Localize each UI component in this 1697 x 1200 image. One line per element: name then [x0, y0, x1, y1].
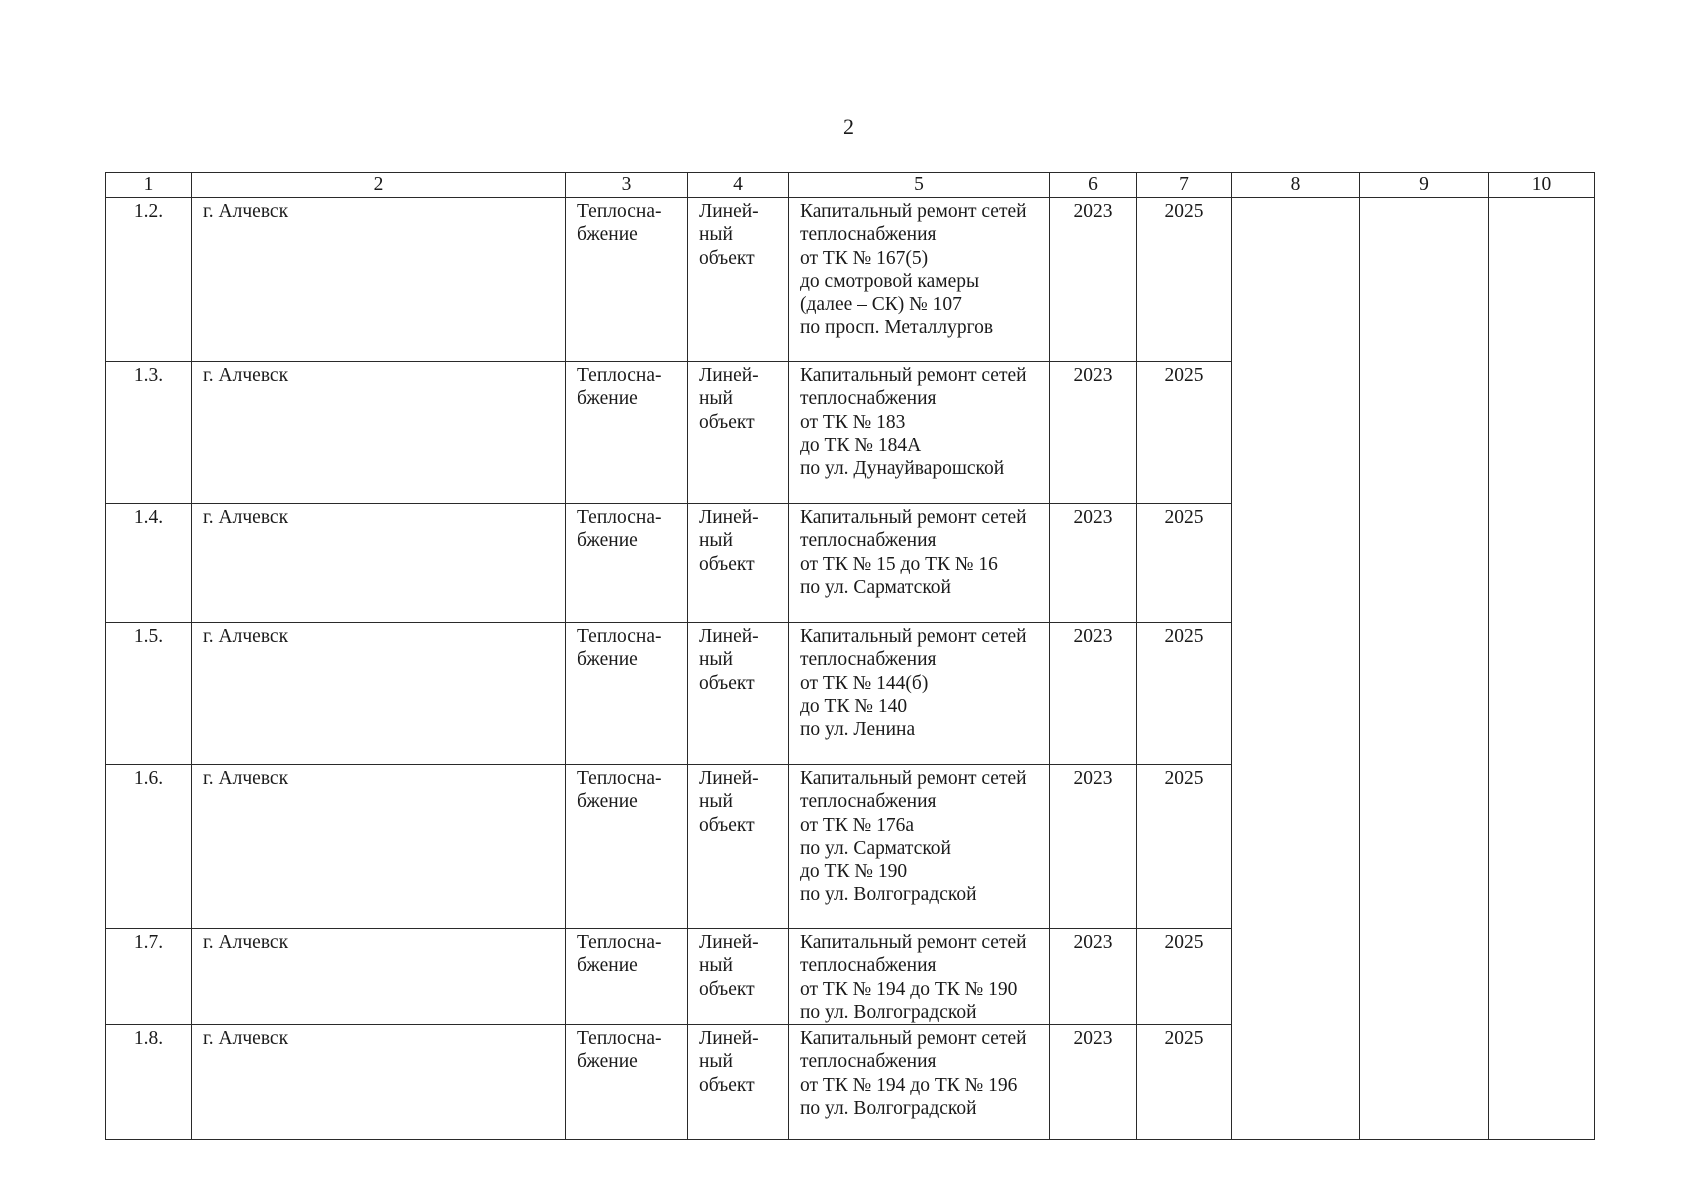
sector-line: Теплосна- [577, 201, 662, 222]
description-line: Капитальный ремонт сетей [800, 626, 1027, 647]
start-year-cell: 2023 [1050, 504, 1137, 623]
column-number-row [106, 173, 1595, 198]
column-header: 6 [1050, 173, 1137, 198]
city-cell: г. Алчевск [192, 504, 566, 623]
column-header: 9 [1360, 173, 1489, 198]
description-line: по ул. Ленина [800, 719, 916, 741]
row-number: 1.7. [106, 929, 192, 1025]
object-type-line: объект [699, 672, 755, 694]
object-type-line: объект [699, 247, 755, 269]
description-line: от ТК № 183 [800, 411, 906, 433]
description-line: Капитальный ремонт сетей [800, 201, 1027, 222]
description-cell [789, 198, 1050, 362]
sector-line: бжение [577, 1051, 638, 1073]
row-number: 1.3. [106, 362, 192, 504]
column-header: 1 [106, 173, 192, 198]
city-cell: г. Алчевск [192, 362, 566, 504]
city-cell: г. Алчевск [192, 929, 566, 1025]
description-cell [789, 362, 1050, 504]
object-type-cell [688, 1025, 789, 1140]
description-line: теплоснабжения [800, 955, 937, 977]
description-cell [789, 623, 1050, 765]
end-year-cell: 2025 [1137, 504, 1232, 623]
description-line: от ТК № 167(5) [800, 247, 929, 269]
description-cell [789, 929, 1050, 1025]
column-header: 2 [192, 173, 566, 198]
sector-line: бжение [577, 649, 638, 671]
description-line: по ул. Сарматской [800, 837, 951, 859]
row-number: 1.8. [106, 1025, 192, 1140]
sector-cell [566, 362, 688, 504]
description-line: по ул. Волгоградской [800, 884, 977, 906]
description-line: теплоснабжения [800, 530, 937, 552]
description-line: до ТК № 190 [800, 861, 908, 883]
description-line: (далее – СК) № 107 [800, 294, 962, 316]
object-type-line: Линей- [699, 507, 759, 528]
object-type-line: ный [699, 530, 733, 552]
sector-line: Теплосна- [577, 768, 662, 789]
sector-cell [566, 765, 688, 929]
object-type-cell [688, 623, 789, 765]
city-cell: г. Алчевск [192, 198, 566, 362]
description-line: Капитальный ремонт сетей [800, 1028, 1027, 1050]
sector-cell [566, 1025, 688, 1140]
object-type-line: ный [699, 649, 733, 671]
object-type-line: Линей- [699, 932, 759, 953]
column-9-cell [1360, 198, 1489, 1140]
object-type-cell [688, 504, 789, 623]
end-year-cell: 2025 [1137, 623, 1232, 765]
object-type-line: объект [699, 553, 755, 575]
object-type-cell [688, 198, 789, 362]
column-10-cell [1489, 198, 1595, 1140]
object-type-line: объект [699, 814, 755, 836]
row-number: 1.6. [106, 765, 192, 929]
description-cell [789, 765, 1050, 929]
description-line: теплоснабжения [800, 791, 937, 813]
page-number: 2 [843, 114, 854, 139]
description-line: по просп. Металлургов [800, 317, 994, 339]
description-line: до смотровой камеры [800, 270, 980, 292]
sector-line: бжение [577, 224, 638, 246]
object-type-line: объект [699, 978, 755, 1000]
object-type-line: ный [699, 1051, 733, 1073]
description-line: Капитальный ремонт сетей [800, 365, 1027, 386]
end-year-cell: 2025 [1137, 198, 1232, 362]
object-type-line: Линей- [699, 768, 759, 789]
object-type-line: Линей- [699, 201, 759, 222]
description-line: по ул. Дунауйварошской [800, 458, 1005, 480]
start-year-cell: 2023 [1050, 362, 1137, 504]
column-header: 10 [1489, 173, 1595, 198]
column-header: 8 [1232, 173, 1360, 198]
start-year-cell: 2023 [1050, 765, 1137, 929]
end-year-cell: 2025 [1137, 929, 1232, 1025]
description-line: теплоснабжения [800, 649, 937, 671]
row-number: 1.4. [106, 504, 192, 623]
sector-line: бжение [577, 791, 638, 813]
start-year-cell: 2023 [1050, 198, 1137, 362]
object-type-cell [688, 929, 789, 1025]
object-type-line: ный [699, 955, 733, 977]
sector-cell [566, 929, 688, 1025]
sector-line: бжение [577, 955, 638, 977]
description-line: Капитальный ремонт сетей [800, 768, 1027, 789]
description-cell [789, 1025, 1050, 1140]
row-number: 1.5. [106, 623, 192, 765]
end-year-cell: 2025 [1137, 362, 1232, 504]
sector-line: Теплосна- [577, 1028, 662, 1050]
sector-line: Теплосна- [577, 507, 662, 528]
object-type-line: ный [699, 224, 733, 246]
description-line: от ТК № 194 до ТК № 196 [800, 1074, 1018, 1096]
object-type-line: Линей- [699, 626, 759, 647]
column-header: 7 [1137, 173, 1232, 198]
object-type-line: ный [699, 388, 733, 410]
sector-line: бжение [577, 530, 638, 552]
description-line: теплоснабжения [800, 224, 937, 246]
description-line: от ТК № 144(б) [800, 672, 929, 694]
object-type-line: Линей- [699, 365, 759, 386]
description-line: от ТК № 194 до ТК № 190 [800, 978, 1018, 1000]
object-type-line: ный [699, 791, 733, 813]
description-line: до ТК № 140 [800, 695, 908, 717]
city-cell: г. Алчевск [192, 623, 566, 765]
object-type-line: объект [699, 411, 755, 433]
sector-cell [566, 623, 688, 765]
object-type-line: объект [699, 1074, 755, 1096]
description-cell [789, 504, 1050, 623]
start-year-cell: 2023 [1050, 929, 1137, 1025]
sector-cell [566, 198, 688, 362]
column-header: 4 [688, 173, 789, 198]
end-year-cell: 2025 [1137, 765, 1232, 929]
table-row [106, 198, 1595, 362]
description-line: Капитальный ремонт сетей [800, 932, 1027, 953]
sector-cell [566, 504, 688, 623]
city-cell: г. Алчевск [192, 765, 566, 929]
description-line: теплоснабжения [800, 1051, 937, 1073]
start-year-cell: 2023 [1050, 623, 1137, 765]
object-type-cell [688, 765, 789, 929]
end-year-cell: 2025 [1137, 1025, 1232, 1140]
works-table [105, 172, 1595, 1140]
sector-line: Теплосна- [577, 626, 662, 647]
object-type-line: Линей- [699, 1028, 759, 1050]
description-line: по ул. Волгоградской [800, 1001, 977, 1023]
description-line: по ул. Сарматской [800, 576, 951, 598]
description-line: до ТК № 184А [800, 434, 922, 456]
column-8-cell [1232, 198, 1360, 1140]
object-type-cell [688, 362, 789, 504]
column-header: 3 [566, 173, 688, 198]
column-header: 5 [789, 173, 1050, 198]
description-line: от ТК № 15 до ТК № 16 [800, 553, 998, 575]
sector-line: Теплосна- [577, 365, 662, 386]
sector-line: Теплосна- [577, 932, 662, 953]
description-line: Капитальный ремонт сетей [800, 507, 1027, 528]
city-cell: г. Алчевск [192, 1025, 566, 1140]
row-number: 1.2. [106, 198, 192, 362]
description-line: теплоснабжения [800, 388, 937, 410]
sector-line: бжение [577, 388, 638, 410]
description-line: по ул. Волгоградской [800, 1098, 977, 1120]
start-year-cell: 2023 [1050, 1025, 1137, 1140]
description-line: от ТК № 176а [800, 814, 915, 836]
